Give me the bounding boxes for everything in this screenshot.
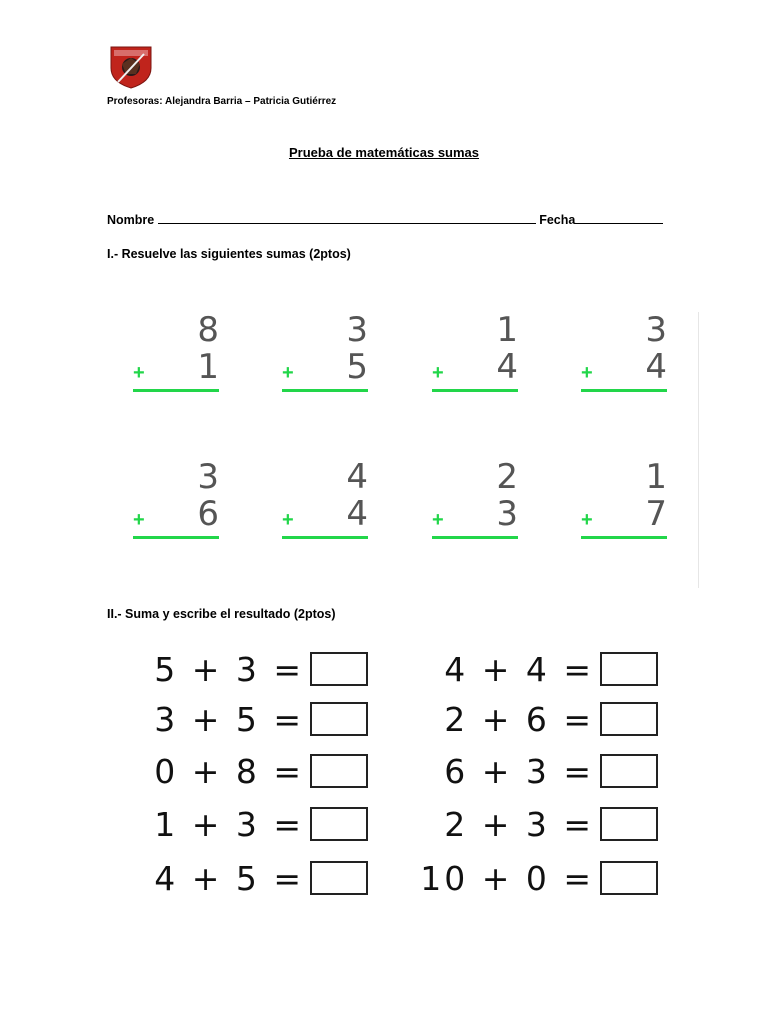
- bottom-addend: 6: [197, 494, 219, 534]
- top-addend: 2: [496, 457, 518, 497]
- answer-box[interactable]: [310, 702, 368, 736]
- bottom-addend: 5: [346, 347, 368, 387]
- answer-box[interactable]: [310, 652, 368, 686]
- vertical-sum-problem: [581, 457, 681, 550]
- answer-line[interactable]: [581, 389, 667, 392]
- equation-row: [432, 804, 658, 844]
- name-field[interactable]: [158, 211, 536, 224]
- section-1-heading: I.- Resuelve las siguientes sumas (2ptos): [107, 247, 351, 261]
- plus-sign: +: [581, 362, 593, 384]
- equation-expression: 4 + 4 =: [444, 649, 594, 689]
- divider: [698, 312, 699, 588]
- section-2-heading: II.- Suma y escribe el resultado (2ptos): [107, 607, 336, 621]
- answer-box[interactable]: [600, 754, 658, 788]
- school-crest-logo: [108, 44, 154, 90]
- date-field[interactable]: [575, 211, 663, 224]
- answer-box[interactable]: [310, 807, 368, 841]
- plus-sign: +: [282, 362, 294, 384]
- bottom-addend: 3: [496, 494, 518, 534]
- top-addend: 3: [346, 310, 368, 350]
- plus-sign: +: [432, 509, 444, 531]
- vertical-sum-problem: [133, 310, 233, 403]
- bottom-addend: 4: [645, 347, 667, 387]
- equation-expression: 2 + 3 =: [444, 804, 594, 844]
- equation-row: [432, 649, 658, 689]
- answer-box[interactable]: [310, 861, 368, 895]
- equation-row: [100, 751, 368, 791]
- equation-row: [100, 649, 368, 689]
- bottom-addend: 7: [645, 494, 667, 534]
- answer-line[interactable]: [282, 389, 368, 392]
- plus-sign: +: [432, 362, 444, 384]
- name-date-line: [107, 211, 663, 227]
- vertical-sum-problem: [432, 310, 532, 403]
- equation-expression: 1 + 3 =: [154, 804, 304, 844]
- top-addend: 8: [197, 310, 219, 350]
- plus-sign: +: [282, 509, 294, 531]
- answer-line[interactable]: [432, 536, 518, 539]
- answer-line[interactable]: [133, 389, 219, 392]
- bottom-addend: 1: [197, 347, 219, 387]
- plus-sign: +: [133, 362, 145, 384]
- equation-row: [432, 751, 658, 791]
- vertical-sum-problem: [581, 310, 681, 403]
- teachers-line: Profesoras: Alejandra Barria – Patricia Gutiérrez: [107, 96, 337, 107]
- equation-row: [100, 858, 368, 898]
- bottom-addend: 4: [496, 347, 518, 387]
- answer-box[interactable]: [310, 754, 368, 788]
- top-addend: 1: [645, 457, 667, 497]
- equation-expression: 3 + 5 =: [154, 699, 304, 739]
- equation-expression: 2 + 6 =: [444, 699, 594, 739]
- vertical-sum-problem: [282, 310, 382, 403]
- equation-expression: 5 + 3 =: [154, 649, 304, 689]
- answer-line[interactable]: [581, 536, 667, 539]
- answer-box[interactable]: [600, 652, 658, 686]
- equation-row: [100, 699, 368, 739]
- vertical-sum-problem: [282, 457, 382, 550]
- equation-expression: 0 + 8 =: [154, 751, 304, 791]
- top-addend: 3: [645, 310, 667, 350]
- equation-row: [400, 858, 658, 898]
- top-addend: 3: [197, 457, 219, 497]
- plus-sign: +: [581, 509, 593, 531]
- equation-row: [432, 699, 658, 739]
- answer-line[interactable]: [133, 536, 219, 539]
- page-title: Prueba de matemáticas sumas: [288, 145, 480, 160]
- equation-expression: 10 + 0 =: [420, 858, 594, 898]
- top-addend: 4: [346, 457, 368, 497]
- top-addend: 1: [496, 310, 518, 350]
- bottom-addend: 4: [346, 494, 368, 534]
- answer-box[interactable]: [600, 702, 658, 736]
- equation-expression: 6 + 3 =: [444, 751, 594, 791]
- answer-line[interactable]: [432, 389, 518, 392]
- vertical-sum-problem: [133, 457, 233, 550]
- equation-row: [100, 804, 368, 844]
- vertical-sum-problem: [432, 457, 532, 550]
- answer-box[interactable]: [600, 807, 658, 841]
- answer-box[interactable]: [600, 861, 658, 895]
- answer-line[interactable]: [282, 536, 368, 539]
- name-label: Nombre: [107, 213, 155, 227]
- equation-expression: 4 + 5 =: [154, 858, 304, 898]
- plus-sign: +: [133, 509, 145, 531]
- date-label: Fecha: [539, 213, 576, 227]
